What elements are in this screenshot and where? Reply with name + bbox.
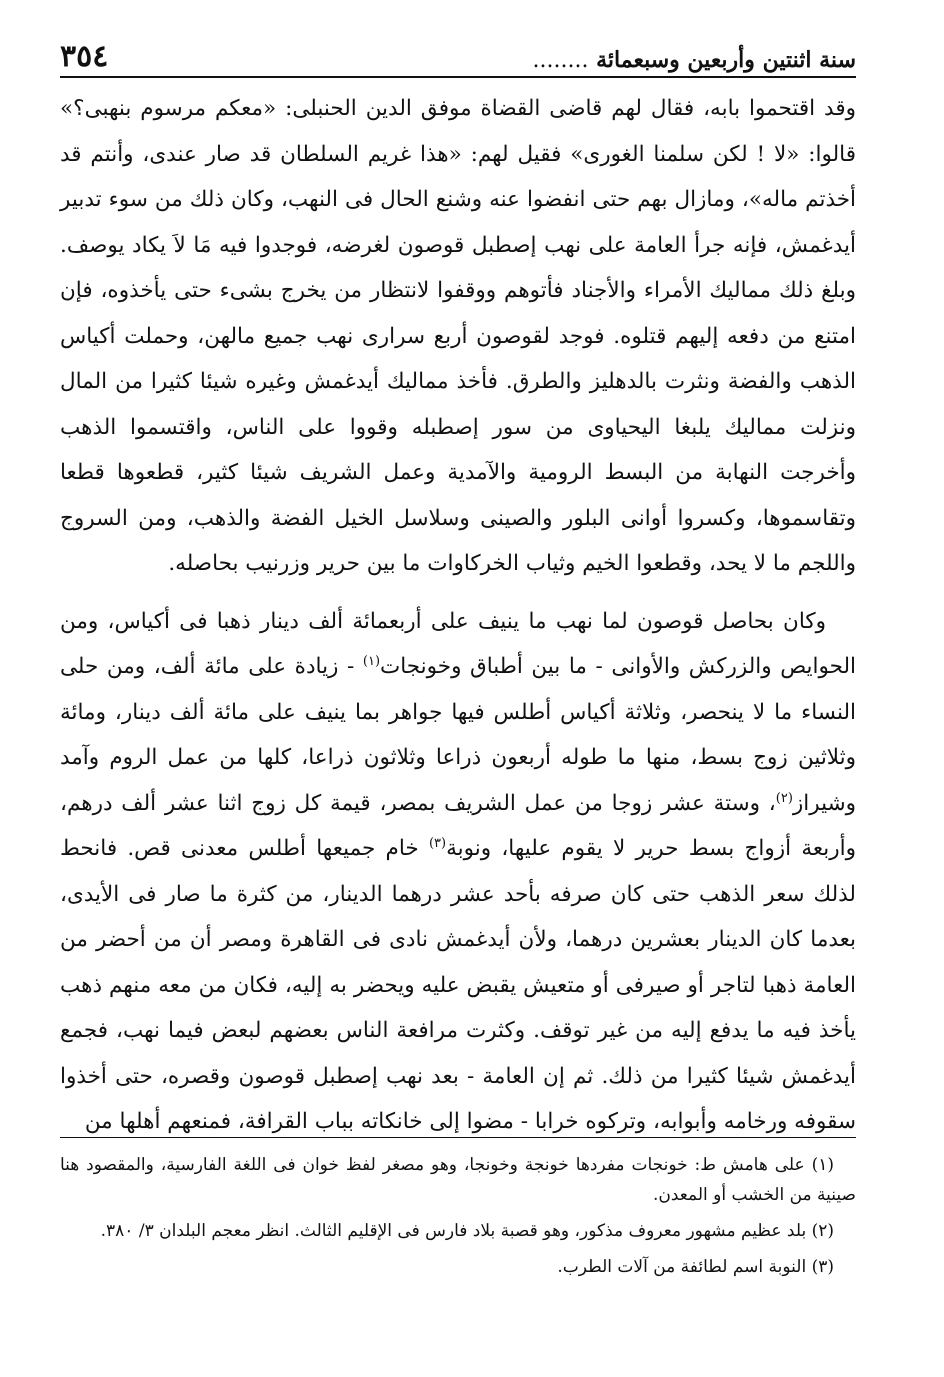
footnote-ref-2[interactable]: (٢) [775, 790, 793, 806]
header-dots: ........ [532, 48, 589, 73]
paragraph-2 [60, 599, 856, 1145]
footnote-ref-1[interactable]: (١) [362, 653, 381, 669]
running-title-text: سنة اثنتين وأربعين وسبعمائة [596, 47, 856, 73]
page-number: ٣٥٤ [60, 39, 109, 74]
footnotes [60, 1150, 856, 1288]
footnote-divider [60, 1137, 856, 1138]
footnote-1: (١) على هامش ط: خونجات مفردها خونجة وخونجا، وهو مصغر لفظ خوان فى اللغة الفارسية، والمقصود هنا صينية من الخشب أو المعدن. [60, 1155, 856, 1205]
paragraph-2-part-4: خام جميعها أطلس معدنى قص. فانحط لذلك سعر الذهب حتى كان صرفه بأحد عشر درهما الدينار، من كثرة ما صار فى الأيدى، بعدما كان الدينار بعشرين درهما، ولأن أيدغمش نادى فى القاهرة ومصر أن من أحضر من العامة ذهبا لتاجر أو صيرفى أو متعيش يقبض عليه ويحضر به إليه، فكان من معه منهم ذهب يأخذ فيه ما يدفع إليه من غير توقف. وكثرت مرافعة الناس بعضهم لبعض فيما نهب، فجمع أيدغمش شيئا كثيرا من ذلك. ثم إن العامة - بعد نهب إصطبل قوصون وقصره، حتى أخذوا سقوفه ورخامه وأبوابه، وتركوه خرابا - مضوا إلى خانكاته بباب القرافة، فمنعهم أهلها من [60, 836, 856, 1134]
running-title [525, 49, 857, 72]
footnote-3: (٣) النوبة اسم لطائفة من آلات الطرب. [557, 1257, 834, 1277]
paragraph-2-part-2: - زيادة على مائة ألف، ومن حلى النساء ما لا ينحصر، وثلاثة أكياس أطلس فيها جواهر بما ينيف على مائة ألف دينار، ومائة وثلاثين زوج بسط، منها ما طوله أربعون ذراعا وثلاثون ذراعا، كلها من عمل الروم وآمد وشيراز [60, 654, 856, 816]
page-header [60, 34, 856, 78]
main-text [60, 86, 856, 1145]
paragraph-2-part-1: وكان بحاصل قوصون لما نهب ما ينيف على أربعمائة ألف دينار ذهبا فى أكياس، ومن الحوايص والزركش والأوانى - ما بين أطباق وخونجات [60, 608, 856, 679]
footnote-2: (٢) بلد عظيم مشهور معروف مذكور، وهو قصبة بلاد فارس فى الإقليم الثالث. انظر معجم البلدان ٣/ ٣٨٠. [100, 1221, 834, 1241]
paragraph-1: وقد اقتحموا بابه، فقال لهم قاضى القضاة موفق الدين الحنبلى: «معكم مرسوم بنهبى؟» قالوا: «لا ! لكن سلمنا الغورى» فقيل لهم: «هذا غريم السلطان قد صار عندى، وأنتم قد أخذتم ماله»، ومازال بهم حتى انفضوا عنه وشنع الحال فى النهب، وكان ذلك من سوء تدبير أيدغمش، فإنه جرأ العامة على نهب إصطبل قوصون لغرضه، فوجدوا فيه مَا لاَ يكاد يوصف. وبلغ ذلك مماليك الأمراء والأجناد فأتوهم ووقفوا لانتظار من يخرج بشىء حتى يأخذوه، فإن امتنع من دفعه إليهم قتلوه. فوجد لقوصون أربع سرارى نهب جميع مالهن، وحملت أكياس الذهب والفضة ونثرت بالدهليز والطرق. فأخذ مماليك أيدغمش وغيره شيئا كثيرا من المال ونزلت مماليك يلبغا اليحياوى من سور إصطبله وقووا على الناس، واقتسموا الذهب وأخرجت النهابة من البسط الرومية والآمدية وعمل الشريف شيئا كثير، قطعوها قطعا وتقاسموها، وكسروا أوانى البلور والصينى وسلاسل الخيل الفضة والذهب، ومن السروج واللجم ما لا يحد، وقطعوا الخيم وثياب الخركاوات ما بين حرير وزرنيب بحاصله. [60, 96, 856, 576]
footnote-ref-3[interactable]: (٣) [428, 835, 447, 851]
paragraph-2-part-3: ، وستة عشر زوجا من عمل الشريف بمصر، قيمة كل زوج اثنا عشر ألف درهم، وأربعة أزواج بسط حرير لا يقوم عليها، ونوبة [60, 790, 856, 861]
